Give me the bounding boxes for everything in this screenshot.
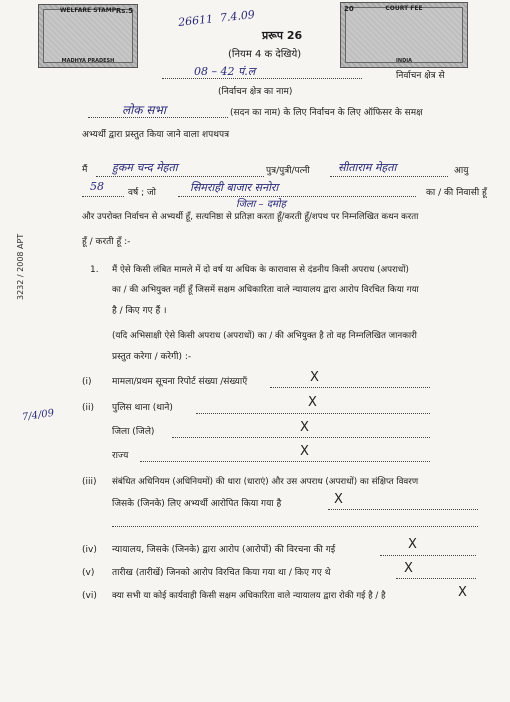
court-fee-stamp — [340, 2, 468, 68]
relation-text: पुत्र/पुत्री/पत्नी — [266, 166, 310, 176]
item-iv-text: न्यायालय, जिसके (जिनके) द्वारा आरोप (आरोपों) की विरचना की गई — [112, 545, 336, 555]
cross-mark-ii: X — [308, 395, 317, 410]
item-ii-text: पुलिस थाना (थाने) — [112, 403, 173, 413]
address-handwritten: सिमराही बाजार सनोरा — [190, 181, 279, 194]
form-number: प्ररूप 26 — [262, 29, 303, 42]
form-rule: (नियम 4 क देखिये) — [228, 49, 302, 60]
welfare-stamp-value: Rs.5 — [115, 7, 133, 15]
item-vi-text: क्या सभी या कोई कार्यवाही किसी सक्षम अधिकारिता वाले न्यायालय द्वारा रोकी गई है / है — [112, 591, 386, 601]
court-fee-stamp-label: COURT FEE — [385, 5, 423, 12]
resident-text: का / की निवासी हूँ — [426, 188, 487, 198]
item-i-text: मामला/प्रथम सूचना रिपोर्ट संख्या /संख्याएँ — [112, 377, 248, 387]
item-v-number: (v) — [82, 568, 95, 578]
cross-mark-v: X — [404, 561, 413, 576]
item-1-number: 1. — [90, 265, 99, 275]
cross-mark-vi: X — [458, 585, 467, 600]
margin-date-note: 7/4/09 — [21, 407, 55, 424]
item-ii-number: (ii) — [82, 403, 95, 413]
cross-mark-state: X — [300, 444, 309, 459]
handwritten-serial: 26611 7.4.09 — [177, 8, 256, 29]
cross-mark-i: X — [310, 370, 319, 385]
oath-line-1: और उपरोक्त निर्वाचन से अभ्यर्थी हूँ, सत्यनिष्ठा से प्रतिज्ञा करता हूँ/करती हूँ/शपथ पर निम्नलिखित कथन करता — [82, 212, 419, 222]
house-text: (सदन का नाम) के लिए निर्वाचन के लिए ऑफिसर के समक्ष — [230, 108, 423, 118]
oath-line-2: हूँ / करती हूँ :- — [82, 237, 131, 247]
item-1-line-1: मैं ऐसे किसी लंबित मामले में दो वर्ष या अधिक के कारावास से दंडनीय किसी अपराध (अपराधों) — [112, 265, 409, 275]
constituency-suffix: निर्वाचन क्षेत्र से — [396, 71, 445, 81]
item-vi-number: (vi) — [82, 591, 97, 601]
father-handwritten: सीताराम मेहता — [338, 161, 397, 174]
constituency-caption: (निर्वाचन क्षेत्र का नाम) — [218, 87, 293, 97]
court-fee-stamp-sub: INDIA — [396, 58, 412, 64]
item-iv-number: (iv) — [82, 545, 97, 555]
years-label: वर्ष ; जो — [128, 188, 156, 198]
court-fee-stamp-value: 20 — [344, 5, 354, 13]
district-text: जिला (जिले) — [112, 427, 155, 437]
main-prefix: मैं — [82, 165, 88, 175]
house-handwritten: लोक सभा — [122, 103, 166, 117]
affidavit-line: अभ्यर्थी द्वारा प्रस्तुत किया जाने वाला शपथपत्र — [82, 130, 230, 140]
welfare-stamp-sub: MADHYA PRADESH — [61, 58, 115, 64]
item-iii-number: (iii) — [82, 477, 97, 487]
age-handwritten: 58 — [90, 180, 104, 193]
item-1-line-4: (यदि अभिसाक्षी ऐसे किसी अपराध (अपराधों) का / की अभियुक्त है तो वह निम्नलिखित जानकारी — [112, 331, 417, 341]
cross-mark-iii: X — [334, 492, 343, 507]
constituency-handwritten: 08 – 42 पं.ल — [194, 65, 256, 78]
item-iii-line-2: जिसके (जिनके) लिए अभ्यर्थी आरोपित किया गया है — [112, 499, 282, 509]
cross-mark-district: X — [300, 420, 309, 435]
item-1-line-5: प्रस्तुत करेगा / करेगी) :- — [112, 352, 192, 362]
age-label: आयु — [454, 166, 469, 176]
item-1-line-3: है / किए गए हैं । — [112, 306, 167, 316]
item-v-text: तारीख (तारीखें) जिनको आरोप विरचित किया गया था / किए गए थे — [112, 568, 331, 578]
address-handwritten-2: जिला – दमोह — [236, 199, 286, 210]
welfare-stamp — [38, 4, 138, 68]
name-handwritten: हुकम चन्द मेहता — [112, 161, 178, 174]
item-iii-line-1: संबंधित अधिनियम (अधिनियमों) की धारा (धाराएं) और उस अपराध (अपराधों) का संक्षिप्त विवरण — [112, 477, 419, 487]
item-1-line-2: का / की अभियुक्त नहीं हूँ जिसमें सक्षम अधिकारिता वाले न्यायालय द्वारा आरोप विरचित किया गया — [112, 285, 419, 295]
item-i-number: (i) — [82, 377, 92, 387]
welfare-stamp-label: WELFARE STAMP — [59, 7, 117, 14]
margin-stamp-note: 3232 / 2008 APT — [16, 233, 25, 300]
cross-mark-iv: X — [408, 537, 417, 552]
state-text: राज्य — [112, 451, 129, 461]
